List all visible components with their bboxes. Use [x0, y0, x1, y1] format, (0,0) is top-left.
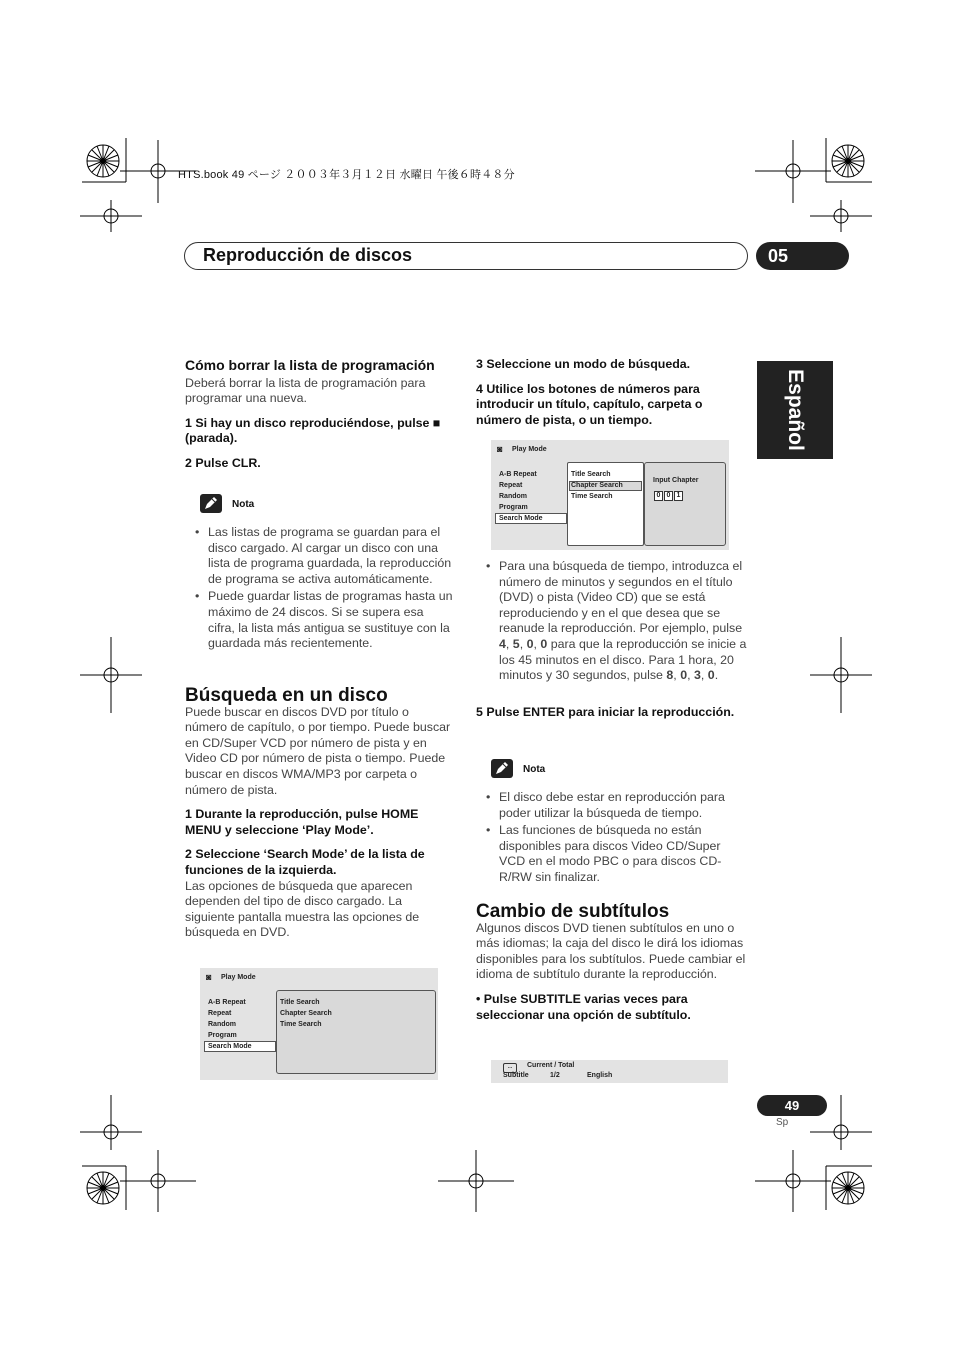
language-tab — [757, 361, 833, 459]
screen2-digit-1: 0 — [654, 491, 663, 501]
screen2-title: Play Mode — [512, 446, 547, 453]
screen2-digit-3: 1 — [674, 491, 683, 501]
disc-icon: ◙ — [497, 444, 503, 454]
subtitle-osd-header: Current / Total — [527, 1062, 575, 1069]
screen2-menu-random: Random — [499, 493, 527, 500]
note-item-left-2: • Puede guardar listas de programas hasta un máximo de 24 discos. Si se supera esa cifra, la lista más antigua se sustituye con la guardada más recientemente. — [195, 589, 453, 651]
print-info-line: HTS.book 49 ページ ２００３年３月１２日 水曜日 午後６時４８分 — [178, 169, 515, 181]
note-pencil-icon — [491, 759, 513, 778]
search-step-5: 5 Pulse ENTER para iniciar la reproducción. — [476, 705, 735, 719]
screen1-menu-repeat: Repeat — [208, 1010, 232, 1017]
clear-step-1: 1 Si hay un disco reproduciéndose, pulse ■ (parada). — [185, 415, 441, 446]
search-intro: Puede buscar en discos DVD por título o número de capítulo, o por tiempo. Puede buscar en CD/Super VCD por número de pista y en Video CD por número de pista o tiempo. Puede buscar en discos WMA/MP3 por carpeta o número de pista. — [185, 704, 451, 797]
screen1-option-time-search: Time Search — [280, 1021, 322, 1028]
screen2-menu-ab-repeat: A-B Repeat — [499, 471, 537, 478]
screen2-option-title-search: Title Search — [571, 471, 611, 478]
search-step-2: 2 Seleccione ‘Search Mode’ de la lista de funciones de la izquierda. — [185, 847, 425, 877]
chapter-header — [184, 242, 748, 270]
note-label-left: Nota — [232, 499, 255, 510]
note-item-right-2: • Las funciones de búsqueda no están disponibles para discos Video CD/Super VCD en el modo PBC o para discos CD-R/RW sin finalizar. — [486, 823, 748, 885]
search-step-1: 1 Durante la reproducción, pulse HOME MENU y seleccione ‘Play Mode’. — [185, 807, 419, 837]
subtitle-section — [476, 901, 746, 1023]
note-item-right-1: • El disco debe estar en reproducción para poder utilizar la búsqueda de tiempo. — [486, 790, 748, 821]
play-mode-screen-1 — [200, 968, 438, 1080]
time-search-bullet — [486, 559, 748, 684]
subtitle-osd-label: Subtitle — [503, 1072, 529, 1079]
screen1-menu-program: Program — [208, 1032, 237, 1039]
screen2-option-time-search: Time Search — [571, 493, 613, 500]
page-number: 49 — [757, 1095, 827, 1116]
screen1-menu-random: Random — [208, 1021, 236, 1028]
screen2-menu-repeat: Repeat — [499, 482, 523, 489]
screen2-menu-program: Program — [499, 504, 528, 511]
note-list-right — [486, 790, 748, 886]
section-title-search: Búsqueda en un disco — [185, 685, 388, 706]
note-label-right: Nota — [523, 764, 546, 775]
subtitle-osd — [491, 1060, 728, 1083]
right-column-top — [476, 357, 744, 428]
subtitles-intro: Algunos discos DVD tienen subtítulos en uno o más idiomas; la caja del disco le dirá los idiomas disponibles para los subtítulos. Puede cambiar el idioma de subtítulo durante la reproducción. — [476, 920, 746, 982]
search-step-3: 3 Seleccione un modo de búsqueda. — [476, 357, 691, 371]
search-options-text: Las opciones de búsqueda que aparecen dependen del tipo de disco cargado. La siguiente pantalla muestra las opciones de búsqueda en DVD. — [185, 878, 420, 940]
screen1-option-chapter-search: Chapter Search — [280, 1010, 332, 1017]
screen2-input-panel — [644, 462, 726, 546]
screen2-option-chapter-search: Chapter Search — [571, 482, 623, 489]
section-title-clear-program: Cómo borrar la lista de programación — [185, 357, 435, 373]
screen1-menu-ab-repeat: A-B Repeat — [208, 999, 246, 1006]
play-mode-screen-2 — [491, 440, 729, 550]
search-step-4: 4 Utilice los botones de números para introducir un título, capítulo, carpeta o número de pista, o un tiempo. — [476, 381, 703, 427]
subtitle-osd-count: 1/2 — [550, 1072, 560, 1079]
page-lang-code: Sp — [776, 1117, 789, 1128]
note-list-left — [195, 525, 453, 652]
screen2-digit-2: 0 — [664, 491, 673, 501]
left-column — [185, 358, 453, 472]
chapter-title: Reproducción de discos — [203, 245, 413, 265]
search-step-5-wrap — [476, 705, 738, 721]
chapter-number: 05 — [756, 242, 849, 270]
subtitle-icon: … — [503, 1063, 517, 1073]
screen1-title: Play Mode — [221, 974, 256, 981]
language-tab-label: Español — [784, 369, 807, 451]
subtitles-step: • Pulse SUBTITLE varias veces para seleccionar una opción de subtítulo. — [476, 991, 691, 1022]
note-pencil-icon — [200, 494, 222, 513]
screen1-option-title-search: Title Search — [280, 999, 320, 1006]
note-item-left-1: • Las listas de programa se guardan para el disco cargado. Al cargar un disco con una lista de programa guardada, la reproducción de programa se activa automáticamente. — [195, 525, 453, 587]
subtitle-osd-language: English — [587, 1072, 613, 1079]
clear-program-intro: Deberá borrar la lista de programación para programar una nueva. — [185, 375, 426, 406]
section-title-subtitles: Cambio de subtítulos — [476, 901, 670, 922]
clear-step-2: 2 Pulse CLR. — [185, 455, 261, 470]
search-section — [185, 685, 453, 941]
screen1-menu-search-mode: Search Mode — [208, 1043, 252, 1050]
screen2-input-label: Input Chapter — [653, 477, 699, 484]
screen2-menu-search-mode: Search Mode — [499, 515, 543, 522]
time-search-bullet-text: • Para una búsqueda de tiempo, introduzca el número de minutos y segundos en el título (DVD) o pista (Video CD) que se está reproduciendo y en el que desea que se reanude la reproducción. Por ejemplo, pulse 4, 5, 0, 0 para que la reproducción se inicie a los 45 minutos en el disco. Para 1 hora, 20 minutos y 30 segundos, pulse 8, 0, 3, 0. — [486, 559, 748, 684]
disc-icon: ◙ — [206, 972, 212, 982]
